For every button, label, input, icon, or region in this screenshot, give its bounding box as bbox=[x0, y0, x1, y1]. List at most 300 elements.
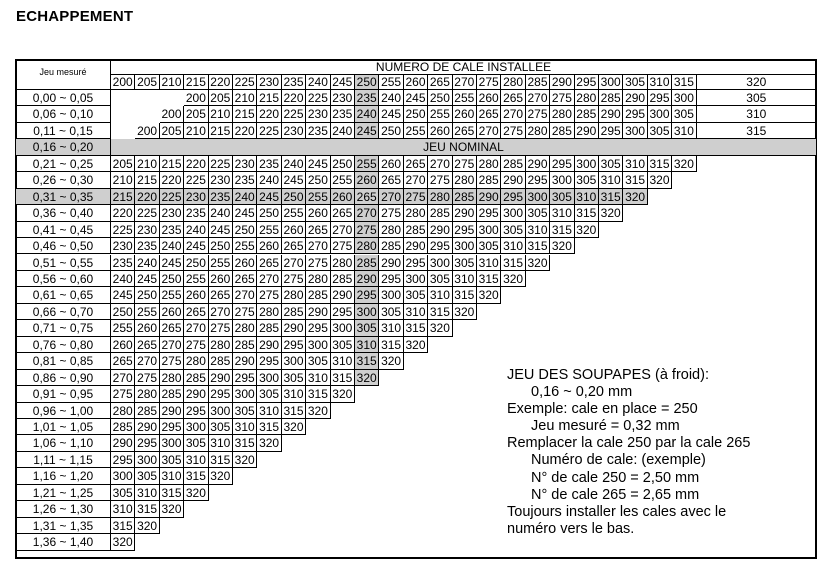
table-cell: 255 bbox=[209, 255, 233, 271]
table-cell: 240 bbox=[282, 156, 306, 172]
table-cell: 310 bbox=[355, 337, 379, 353]
table-cell: 215 bbox=[233, 106, 257, 122]
table-cell: 275 bbox=[257, 287, 281, 303]
table-cell: 315 bbox=[453, 287, 477, 303]
table-cell: 305 bbox=[550, 189, 574, 205]
table-cell: 280 bbox=[257, 304, 281, 320]
table-cell: 315 bbox=[550, 222, 574, 238]
table-cell: 280 bbox=[160, 370, 184, 386]
table-cell: 315 bbox=[575, 205, 599, 221]
table-cell: 200 bbox=[184, 90, 208, 106]
table-cell: 265 bbox=[331, 205, 355, 221]
table-cell: 285 bbox=[111, 419, 135, 435]
table-cell: 305 bbox=[648, 123, 672, 139]
table-cell: 235 bbox=[257, 156, 281, 172]
table-cell: 270 bbox=[282, 255, 306, 271]
table-cell: 320 bbox=[379, 353, 403, 369]
row-label: 1,21 ~ 1,25 bbox=[16, 485, 111, 501]
table-cell: 315 bbox=[501, 255, 525, 271]
table-cell: 255 bbox=[428, 106, 452, 122]
table-cell: 315 bbox=[526, 238, 550, 254]
table-cell: 285 bbox=[428, 205, 452, 221]
table-cell: 245 bbox=[404, 90, 428, 106]
table-cell: 250 bbox=[257, 205, 281, 221]
table-cell: 295 bbox=[160, 419, 184, 435]
table-cell: 255 bbox=[160, 287, 184, 303]
table-cell: 245 bbox=[184, 238, 208, 254]
column-header: 270 bbox=[453, 75, 477, 90]
table-cell: 225 bbox=[111, 222, 135, 238]
table-cell: 315 bbox=[257, 419, 281, 435]
table-cell: 320 bbox=[355, 370, 379, 386]
table-cell: 200 bbox=[135, 123, 159, 139]
notes-block bbox=[507, 367, 750, 538]
row-label: 0,81 ~ 0,85 bbox=[16, 353, 111, 369]
table-cell: 255 bbox=[111, 320, 135, 336]
table-cell: 275 bbox=[428, 172, 452, 188]
row-label: 1,36 ~ 1,40 bbox=[16, 534, 111, 550]
table-cell: 300 bbox=[453, 238, 477, 254]
table-cell: 280 bbox=[428, 189, 452, 205]
table-cell: 285 bbox=[477, 172, 501, 188]
column-header: 230 bbox=[257, 75, 281, 90]
table-cell: 270 bbox=[111, 370, 135, 386]
table-cell: 220 bbox=[184, 156, 208, 172]
notes-shim-265: N° de cale 265 = 2,65 mm bbox=[531, 486, 700, 503]
table-cell: 315 bbox=[209, 452, 233, 468]
row-label: 1,31 ~ 1,35 bbox=[16, 518, 111, 534]
table-cell: 320 bbox=[135, 518, 159, 534]
table-cell: 285 bbox=[599, 90, 623, 106]
table-cell: 285 bbox=[404, 222, 428, 238]
table-cell: 295 bbox=[599, 123, 623, 139]
table-cell: 265 bbox=[379, 172, 403, 188]
table-cell: 285 bbox=[306, 287, 330, 303]
table-cell: 210 bbox=[135, 156, 159, 172]
table-cell: 300 bbox=[306, 337, 330, 353]
table-cell: 305 bbox=[428, 271, 452, 287]
table-cell: 265 bbox=[160, 320, 184, 336]
table-cell: 240 bbox=[331, 123, 355, 139]
table-cell: 225 bbox=[184, 172, 208, 188]
table-cell: 205 bbox=[111, 156, 135, 172]
table-cell: 280 bbox=[331, 255, 355, 271]
table-header: NUMERO DE CALE INSTALLEE bbox=[111, 60, 816, 75]
table-cell: 305 bbox=[379, 304, 403, 320]
notes-measured: Jeu mesuré = 0,32 mm bbox=[531, 418, 680, 435]
table-cell: 290 bbox=[526, 156, 550, 172]
table-cell: 210 bbox=[184, 123, 208, 139]
table-cell: 255 bbox=[257, 222, 281, 238]
table-cell: 240 bbox=[257, 172, 281, 188]
table-cell: 205 bbox=[160, 123, 184, 139]
table-cell: 290 bbox=[355, 271, 379, 287]
table-cell: 250 bbox=[331, 156, 355, 172]
table-cell: 250 bbox=[111, 304, 135, 320]
table-cell: 290 bbox=[257, 337, 281, 353]
table-cell: 280 bbox=[233, 320, 257, 336]
table-cell: 305 bbox=[209, 419, 233, 435]
table-cell: 305 bbox=[526, 205, 550, 221]
notes-clearance: 0,16 ~ 0,20 mm bbox=[531, 384, 633, 401]
table-cell: 285 bbox=[160, 386, 184, 402]
table-cell: 250 bbox=[282, 189, 306, 205]
table-cell: 310 bbox=[379, 320, 403, 336]
table-cell: 300 bbox=[209, 403, 233, 419]
table-cell: 210 bbox=[111, 172, 135, 188]
table-cell: 235 bbox=[111, 255, 135, 271]
table-cell: 315 bbox=[233, 435, 257, 451]
table-cell: 250 bbox=[135, 287, 159, 303]
table-cell: 285 bbox=[135, 403, 159, 419]
row-label: 1,06 ~ 1,10 bbox=[16, 435, 111, 451]
table-cell: 200 bbox=[160, 106, 184, 122]
table-cell: 230 bbox=[331, 90, 355, 106]
table-cell: 310 bbox=[257, 403, 281, 419]
table-cell: 270 bbox=[404, 172, 428, 188]
table-cell: 285 bbox=[233, 337, 257, 353]
table-cell: 265 bbox=[184, 304, 208, 320]
row-label: 0,36 ~ 0,40 bbox=[16, 205, 111, 221]
table-cell: 260 bbox=[282, 222, 306, 238]
table-cell: 295 bbox=[477, 205, 501, 221]
table-cell: 230 bbox=[233, 156, 257, 172]
table-cell: 280 bbox=[282, 287, 306, 303]
notes-shim-number: Numéro de cale: (exemple) bbox=[531, 452, 706, 469]
table-cell: 285 bbox=[282, 304, 306, 320]
table-cell: 230 bbox=[306, 106, 330, 122]
table-cell: 320 bbox=[306, 403, 330, 419]
table-cell: 275 bbox=[404, 189, 428, 205]
table-cell: 315 bbox=[599, 189, 623, 205]
table-cell: 220 bbox=[233, 123, 257, 139]
table-cell: 275 bbox=[453, 156, 477, 172]
row-label: 1,01 ~ 1,05 bbox=[16, 419, 111, 435]
table-cell: 260 bbox=[233, 255, 257, 271]
table-cell: 320 bbox=[672, 156, 696, 172]
table-cell: 290 bbox=[453, 205, 477, 221]
table-cell: 320 bbox=[453, 304, 477, 320]
table-cell: 310 bbox=[111, 501, 135, 517]
table-cell: 305 bbox=[282, 370, 306, 386]
table-cell: 320 bbox=[209, 468, 233, 484]
row-label: 0,61 ~ 0,65 bbox=[16, 287, 111, 303]
table-cell: 315 bbox=[623, 172, 647, 188]
page-title: ECHAPPEMENT bbox=[16, 8, 134, 25]
table-cell: 225 bbox=[160, 189, 184, 205]
table-cell: 315 bbox=[160, 485, 184, 501]
table-cell: 305 bbox=[160, 452, 184, 468]
table-cell: 275 bbox=[379, 205, 403, 221]
notes-install-cont: numéro vers le bas. bbox=[507, 520, 635, 537]
table-cell: 320 bbox=[477, 287, 501, 303]
table-cell: 285 bbox=[209, 353, 233, 369]
table-cell: 310 bbox=[160, 468, 184, 484]
table-cell: 280 bbox=[355, 238, 379, 254]
table-cell: 245 bbox=[135, 271, 159, 287]
table-cell: 310 bbox=[477, 255, 501, 271]
table-cell: 315 bbox=[306, 386, 330, 402]
table-cell: 305 bbox=[599, 156, 623, 172]
table-cell: 250 bbox=[233, 222, 257, 238]
table-cell: 245 bbox=[209, 222, 233, 238]
table-cell: 315 bbox=[135, 501, 159, 517]
table-cell: 305 bbox=[672, 106, 696, 122]
table-cell: 220 bbox=[111, 205, 135, 221]
table-cell: 290 bbox=[404, 238, 428, 254]
table-cell: 295 bbox=[404, 255, 428, 271]
table-cell: 260 bbox=[135, 320, 159, 336]
row-label: 0,71 ~ 0,75 bbox=[16, 320, 111, 336]
table-cell: 290 bbox=[623, 90, 647, 106]
nominal-label: JEU NOMINAL bbox=[111, 139, 816, 155]
table-cell: 240 bbox=[160, 238, 184, 254]
table-cell: 315 bbox=[379, 337, 403, 353]
table-cell: 265 bbox=[501, 90, 525, 106]
table-cell: 270 bbox=[257, 271, 281, 287]
table-cell: 315 bbox=[331, 370, 355, 386]
table-cell: 285 bbox=[550, 123, 574, 139]
row-label: 0,26 ~ 0,30 bbox=[16, 172, 111, 188]
table-cell: 240 bbox=[111, 271, 135, 287]
table-cell: 270 bbox=[233, 287, 257, 303]
table-cell: 320 bbox=[599, 205, 623, 221]
table-cell: 215 bbox=[111, 189, 135, 205]
table-cell: 300 bbox=[526, 189, 550, 205]
table-cell: 305 bbox=[453, 255, 477, 271]
table-cell: 260 bbox=[453, 106, 477, 122]
table-cell: 260 bbox=[477, 90, 501, 106]
table-cell: 245 bbox=[257, 189, 281, 205]
table-cell: 240 bbox=[355, 106, 379, 122]
table-cell: 280 bbox=[526, 123, 550, 139]
table-cell: 235 bbox=[135, 238, 159, 254]
table-cell: 245 bbox=[379, 106, 403, 122]
column-header: 280 bbox=[501, 75, 525, 90]
table-cell: 290 bbox=[111, 435, 135, 451]
table-cell: 240 bbox=[379, 90, 403, 106]
table-cell: 280 bbox=[477, 156, 501, 172]
table-cell: 280 bbox=[575, 90, 599, 106]
table-cell: 305 bbox=[477, 238, 501, 254]
table-cell: 270 bbox=[379, 189, 403, 205]
table-cell: 295 bbox=[550, 156, 574, 172]
table-cell: 320 bbox=[184, 485, 208, 501]
table-cell: 300 bbox=[404, 271, 428, 287]
table-cell: 320 bbox=[111, 534, 135, 550]
table-cell: 315 bbox=[648, 156, 672, 172]
column-header: 210 bbox=[160, 75, 184, 90]
table-cell: 235 bbox=[355, 90, 379, 106]
table-cell: 295 bbox=[209, 386, 233, 402]
column-header: 200 bbox=[111, 75, 135, 90]
table-cell: 255 bbox=[355, 156, 379, 172]
table-cell: 265 bbox=[477, 106, 501, 122]
table-cell: 250 bbox=[160, 271, 184, 287]
table-cell: 270 bbox=[184, 320, 208, 336]
table-cell: 270 bbox=[501, 106, 525, 122]
table-cell: 290 bbox=[233, 353, 257, 369]
table-cell: 265 bbox=[209, 287, 233, 303]
table-cell: 265 bbox=[355, 189, 379, 205]
table-cell: 205 bbox=[184, 106, 208, 122]
table-cell: 320 bbox=[623, 189, 647, 205]
table-cell: 235 bbox=[233, 172, 257, 188]
table-cell: 275 bbox=[501, 123, 525, 139]
table-cell: 260 bbox=[160, 304, 184, 320]
table-cell: 320 bbox=[575, 222, 599, 238]
table-cell: 210 bbox=[209, 106, 233, 122]
table-cell: 315 bbox=[404, 320, 428, 336]
table-cell: 260 bbox=[428, 123, 452, 139]
table-cell: 295 bbox=[233, 370, 257, 386]
table-cell: 265 bbox=[111, 353, 135, 369]
table-cell: 320 bbox=[257, 435, 281, 451]
table-cell: 240 bbox=[184, 222, 208, 238]
table-cell: 255 bbox=[331, 172, 355, 188]
table-cell: 290 bbox=[379, 255, 403, 271]
table-cell: 245 bbox=[306, 156, 330, 172]
table-cell: 295 bbox=[428, 238, 452, 254]
column-header: 290 bbox=[550, 75, 574, 90]
table-cell: 305 bbox=[257, 386, 281, 402]
column-header: 295 bbox=[575, 75, 599, 90]
table-cell: 280 bbox=[135, 386, 159, 402]
table-cell: 310 bbox=[306, 370, 330, 386]
table-cell: 305 bbox=[355, 320, 379, 336]
table-cell: 235 bbox=[306, 123, 330, 139]
table-cell: 295 bbox=[331, 304, 355, 320]
column-header: 285 bbox=[526, 75, 550, 90]
table-cell: 235 bbox=[160, 222, 184, 238]
table-cell: 270 bbox=[160, 337, 184, 353]
table-cell: 270 bbox=[526, 90, 550, 106]
table-cell: 230 bbox=[209, 172, 233, 188]
table-cell: 300 bbox=[428, 255, 452, 271]
row-label: 0,66 ~ 0,70 bbox=[16, 304, 111, 320]
column-header: 310 bbox=[648, 75, 672, 90]
table-cell: 225 bbox=[209, 156, 233, 172]
table-cell: 260 bbox=[209, 271, 233, 287]
table-cell: 320 bbox=[526, 255, 550, 271]
table-cell: 275 bbox=[306, 255, 330, 271]
table-cell: 210 bbox=[233, 90, 257, 106]
table-cell: 275 bbox=[184, 337, 208, 353]
table-cell: 270 bbox=[428, 156, 452, 172]
table-cell: 295 bbox=[111, 452, 135, 468]
table-cell: 285 bbox=[575, 106, 599, 122]
table-cell: 260 bbox=[306, 205, 330, 221]
table-cell: 290 bbox=[135, 419, 159, 435]
table-cell: 205 bbox=[209, 90, 233, 106]
column-header: 225 bbox=[233, 75, 257, 90]
table-cell: 260 bbox=[111, 337, 135, 353]
table-cell: 280 bbox=[379, 222, 403, 238]
table-cell: 265 bbox=[233, 271, 257, 287]
table-cell bbox=[160, 90, 184, 106]
table-cell: 275 bbox=[550, 90, 574, 106]
table-cell: 295 bbox=[306, 320, 330, 336]
table-cell: 310 bbox=[404, 304, 428, 320]
table-cell: 255 bbox=[135, 304, 159, 320]
row-label: 1,16 ~ 1,20 bbox=[16, 468, 111, 484]
table-cell: 300 bbox=[550, 172, 574, 188]
column-header: 300 bbox=[599, 75, 623, 90]
table-cell: 315 bbox=[697, 123, 816, 139]
table-cell: 250 bbox=[209, 238, 233, 254]
table-cell: 295 bbox=[355, 287, 379, 303]
row-label: 0,46 ~ 0,50 bbox=[16, 238, 111, 254]
table-cell: 215 bbox=[209, 123, 233, 139]
table-cell: 320 bbox=[160, 501, 184, 517]
table-cell: 255 bbox=[282, 205, 306, 221]
table-cell: 320 bbox=[648, 172, 672, 188]
table-cell: 300 bbox=[379, 287, 403, 303]
column-header: 265 bbox=[428, 75, 452, 90]
table-cell: 230 bbox=[160, 205, 184, 221]
table-cell: 320 bbox=[331, 386, 355, 402]
table-cell: 300 bbox=[623, 123, 647, 139]
table-cell: 275 bbox=[111, 386, 135, 402]
table-cell: 265 bbox=[306, 222, 330, 238]
table-cell: 280 bbox=[453, 172, 477, 188]
row-label: 0,76 ~ 0,80 bbox=[16, 337, 111, 353]
table-cell: 300 bbox=[111, 468, 135, 484]
column-header: 240 bbox=[306, 75, 330, 90]
table-cell: 310 bbox=[453, 271, 477, 287]
row-label: 0,00 ~ 0,05 bbox=[16, 90, 111, 106]
table-cell: 300 bbox=[233, 386, 257, 402]
table-cell: 285 bbox=[331, 271, 355, 287]
column-header: 315 bbox=[672, 75, 696, 90]
table-cell: 230 bbox=[135, 222, 159, 238]
table-cell: 310 bbox=[526, 222, 550, 238]
table-cell: 220 bbox=[282, 90, 306, 106]
table-cell: 305 bbox=[233, 403, 257, 419]
table-cell: 250 bbox=[306, 172, 330, 188]
column-header: 205 bbox=[135, 75, 159, 90]
row-label: 0,91 ~ 0,95 bbox=[16, 386, 111, 402]
notes-shim-250: N° de cale 250 = 2,50 mm bbox=[531, 469, 700, 486]
table-cell: 290 bbox=[160, 403, 184, 419]
table-cell: 290 bbox=[575, 123, 599, 139]
table-cell: 310 bbox=[282, 386, 306, 402]
column-header: 215 bbox=[184, 75, 208, 90]
table-cell: 255 bbox=[404, 123, 428, 139]
table-cell: 240 bbox=[233, 189, 257, 205]
column-header: 245 bbox=[331, 75, 355, 90]
table-cell: 275 bbox=[160, 353, 184, 369]
corner-label: Jeu mesuré bbox=[16, 60, 111, 90]
table-cell: 280 bbox=[111, 403, 135, 419]
table-cell: 230 bbox=[282, 123, 306, 139]
table-cell: 275 bbox=[526, 106, 550, 122]
table-cell: 320 bbox=[428, 320, 452, 336]
table-cell: 235 bbox=[209, 189, 233, 205]
table-cell: 215 bbox=[160, 156, 184, 172]
column-header: 220 bbox=[209, 75, 233, 90]
table-cell: 225 bbox=[257, 123, 281, 139]
row-label: 0,41 ~ 0,45 bbox=[16, 222, 111, 238]
table-cell: 315 bbox=[184, 468, 208, 484]
table-cell: 240 bbox=[135, 255, 159, 271]
table-cell: 295 bbox=[282, 337, 306, 353]
table-cell: 270 bbox=[355, 205, 379, 221]
table-cell: 270 bbox=[477, 123, 501, 139]
table-cell: 310 bbox=[550, 205, 574, 221]
table-cell: 300 bbox=[477, 222, 501, 238]
table-cell: 280 bbox=[184, 353, 208, 369]
